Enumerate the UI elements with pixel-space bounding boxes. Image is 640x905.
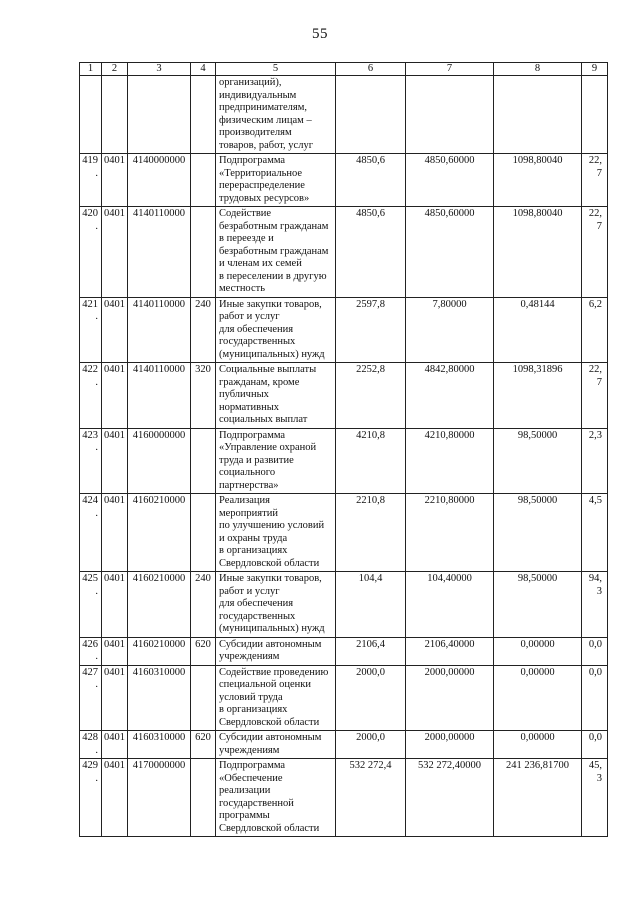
section-code-cell: [102, 76, 128, 154]
header-cell: 4: [191, 63, 216, 76]
section-code-cell: 0401: [102, 637, 128, 665]
row-number-cell: [80, 76, 102, 154]
header-cell: 8: [494, 63, 582, 76]
item-name-cell: Иные закупки товаров, работ и услуг для обеспечения государственных (муниципальных) нужд: [216, 297, 336, 363]
section-code-cell: 0401: [102, 297, 128, 363]
section-code-cell: 0401: [102, 665, 128, 731]
refined-amount-cell: 2210,80000: [406, 494, 494, 572]
table-row: [80, 363, 608, 429]
table-row: [80, 76, 608, 154]
expense-type-cell: 240: [191, 297, 216, 363]
expense-type-cell: 620: [191, 731, 216, 759]
percent-cell: 6,2: [582, 297, 608, 363]
row-number-cell: 426.: [80, 637, 102, 665]
section-code-cell: 0401: [102, 428, 128, 494]
table-row: [80, 665, 608, 731]
executed-amount-cell: 0,00000: [494, 665, 582, 731]
planned-amount-cell: 2000,0: [336, 665, 406, 731]
item-name-cell: организаций), индивидуальным предпринимателям, физическим лицам – производителям товаров, работ, услуг: [216, 76, 336, 154]
expense-type-cell: [191, 428, 216, 494]
item-name-cell: Реализация мероприятий по улучшению условий и охраны труда в организациях Свердловской области: [216, 494, 336, 572]
executed-amount-cell: 0,00000: [494, 637, 582, 665]
percent-cell: 4,5: [582, 494, 608, 572]
planned-amount-cell: [336, 76, 406, 154]
header-cell: 5: [216, 63, 336, 76]
header-cell: 6: [336, 63, 406, 76]
executed-amount-cell: 1098,80040: [494, 154, 582, 207]
refined-amount-cell: 4842,80000: [406, 363, 494, 429]
header-cell: 3: [128, 63, 191, 76]
item-name-cell: Субсидии автономным учреждениям: [216, 731, 336, 759]
percent-cell: 94,3: [582, 572, 608, 638]
percent-cell: 0,0: [582, 665, 608, 731]
target-code-cell: 4140110000: [128, 297, 191, 363]
target-code-cell: 4140000000: [128, 154, 191, 207]
refined-amount-cell: [406, 76, 494, 154]
section-code-cell: 0401: [102, 363, 128, 429]
table-body: [80, 76, 608, 837]
percent-cell: 2,3: [582, 428, 608, 494]
header-cell: 2: [102, 63, 128, 76]
percent-cell: 0,0: [582, 637, 608, 665]
item-name-cell: Иные закупки товаров, работ и услуг для обеспечения государственных (муниципальных) нужд: [216, 572, 336, 638]
table-row: [80, 572, 608, 638]
executed-amount-cell: 0,48144: [494, 297, 582, 363]
row-number-cell: 429.: [80, 759, 102, 837]
row-number-cell: 420.: [80, 207, 102, 298]
percent-cell: 22,7: [582, 154, 608, 207]
row-number-cell: 428.: [80, 731, 102, 759]
expense-type-cell: [191, 665, 216, 731]
expense-type-cell: [191, 759, 216, 837]
target-code-cell: 4160000000: [128, 428, 191, 494]
table-row: [80, 494, 608, 572]
page-number: 55: [312, 26, 328, 42]
item-name-cell: Подпрограмма «Территориальное перераспределение трудовых ресурсов»: [216, 154, 336, 207]
section-code-cell: 0401: [102, 731, 128, 759]
table-row: [80, 731, 608, 759]
row-number-cell: 427.: [80, 665, 102, 731]
table-row: [80, 297, 608, 363]
target-code-cell: 4140110000: [128, 207, 191, 298]
item-name-cell: Социальные выплаты гражданам, кроме публичных нормативных социальных выплат: [216, 363, 336, 429]
refined-amount-cell: 104,40000: [406, 572, 494, 638]
planned-amount-cell: 2106,4: [336, 637, 406, 665]
target-code-cell: 4160310000: [128, 665, 191, 731]
expense-type-cell: 620: [191, 637, 216, 665]
planned-amount-cell: 104,4: [336, 572, 406, 638]
item-name-cell: Содействие безработным гражданам в переезде и безработным гражданам и членам их семей в переселении в другую местность: [216, 207, 336, 298]
item-name-cell: Подпрограмма «Обеспечение реализации государственной программы Свердловской области: [216, 759, 336, 837]
executed-amount-cell: 98,50000: [494, 572, 582, 638]
executed-amount-cell: 241 236,81700: [494, 759, 582, 837]
table-row: [80, 154, 608, 207]
expense-type-cell: [191, 207, 216, 298]
refined-amount-cell: 4850,60000: [406, 207, 494, 298]
row-number-cell: 422.: [80, 363, 102, 429]
item-name-cell: Подпрограмма «Управление охраной труда и развитие социального партнерства»: [216, 428, 336, 494]
expense-type-cell: [191, 494, 216, 572]
header-cell: 1: [80, 63, 102, 76]
section-code-cell: 0401: [102, 572, 128, 638]
refined-amount-cell: 2000,00000: [406, 665, 494, 731]
row-number-cell: 425.: [80, 572, 102, 638]
planned-amount-cell: 532 272,4: [336, 759, 406, 837]
row-number-cell: 424.: [80, 494, 102, 572]
planned-amount-cell: 4210,8: [336, 428, 406, 494]
percent-cell: [582, 76, 608, 154]
target-code-cell: 4170000000: [128, 759, 191, 837]
row-number-cell: 419.: [80, 154, 102, 207]
table-row: [80, 759, 608, 837]
executed-amount-cell: 1098,80040: [494, 207, 582, 298]
refined-amount-cell: 2000,00000: [406, 731, 494, 759]
executed-amount-cell: 98,50000: [494, 494, 582, 572]
refined-amount-cell: 7,80000: [406, 297, 494, 363]
header-cell: 9: [582, 63, 608, 76]
target-code-cell: 4160210000: [128, 572, 191, 638]
section-code-cell: 0401: [102, 154, 128, 207]
table-row: [80, 637, 608, 665]
executed-amount-cell: 0,00000: [494, 731, 582, 759]
refined-amount-cell: 4210,80000: [406, 428, 494, 494]
row-number-cell: 423.: [80, 428, 102, 494]
header-row: [80, 63, 608, 76]
percent-cell: 0,0: [582, 731, 608, 759]
planned-amount-cell: 2597,8: [336, 297, 406, 363]
percent-cell: 22,7: [582, 363, 608, 429]
executed-amount-cell: 1098,31896: [494, 363, 582, 429]
target-code-cell: 4160210000: [128, 637, 191, 665]
target-code-cell: 4140110000: [128, 363, 191, 429]
planned-amount-cell: 2252,8: [336, 363, 406, 429]
header-cell: 7: [406, 63, 494, 76]
budget-table: [79, 62, 608, 837]
planned-amount-cell: 4850,6: [336, 154, 406, 207]
table-row: [80, 428, 608, 494]
expense-type-cell: [191, 154, 216, 207]
percent-cell: 22,7: [582, 207, 608, 298]
expense-type-cell: 240: [191, 572, 216, 638]
refined-amount-cell: 4850,60000: [406, 154, 494, 207]
planned-amount-cell: 2210,8: [336, 494, 406, 572]
section-code-cell: 0401: [102, 759, 128, 837]
item-name-cell: Субсидии автономным учреждениям: [216, 637, 336, 665]
target-code-cell: 4160210000: [128, 494, 191, 572]
expense-type-cell: [191, 76, 216, 154]
section-code-cell: 0401: [102, 494, 128, 572]
planned-amount-cell: 4850,6: [336, 207, 406, 298]
refined-amount-cell: 2106,40000: [406, 637, 494, 665]
percent-cell: 45,3: [582, 759, 608, 837]
section-code-cell: 0401: [102, 207, 128, 298]
row-number-cell: 421.: [80, 297, 102, 363]
target-code-cell: [128, 76, 191, 154]
table-row: [80, 207, 608, 298]
item-name-cell: Содействие проведению специальной оценки условий труда в организациях Свердловской области: [216, 665, 336, 731]
target-code-cell: 4160310000: [128, 731, 191, 759]
planned-amount-cell: 2000,0: [336, 731, 406, 759]
refined-amount-cell: 532 272,40000: [406, 759, 494, 837]
expense-type-cell: 320: [191, 363, 216, 429]
executed-amount-cell: [494, 76, 582, 154]
executed-amount-cell: 98,50000: [494, 428, 582, 494]
